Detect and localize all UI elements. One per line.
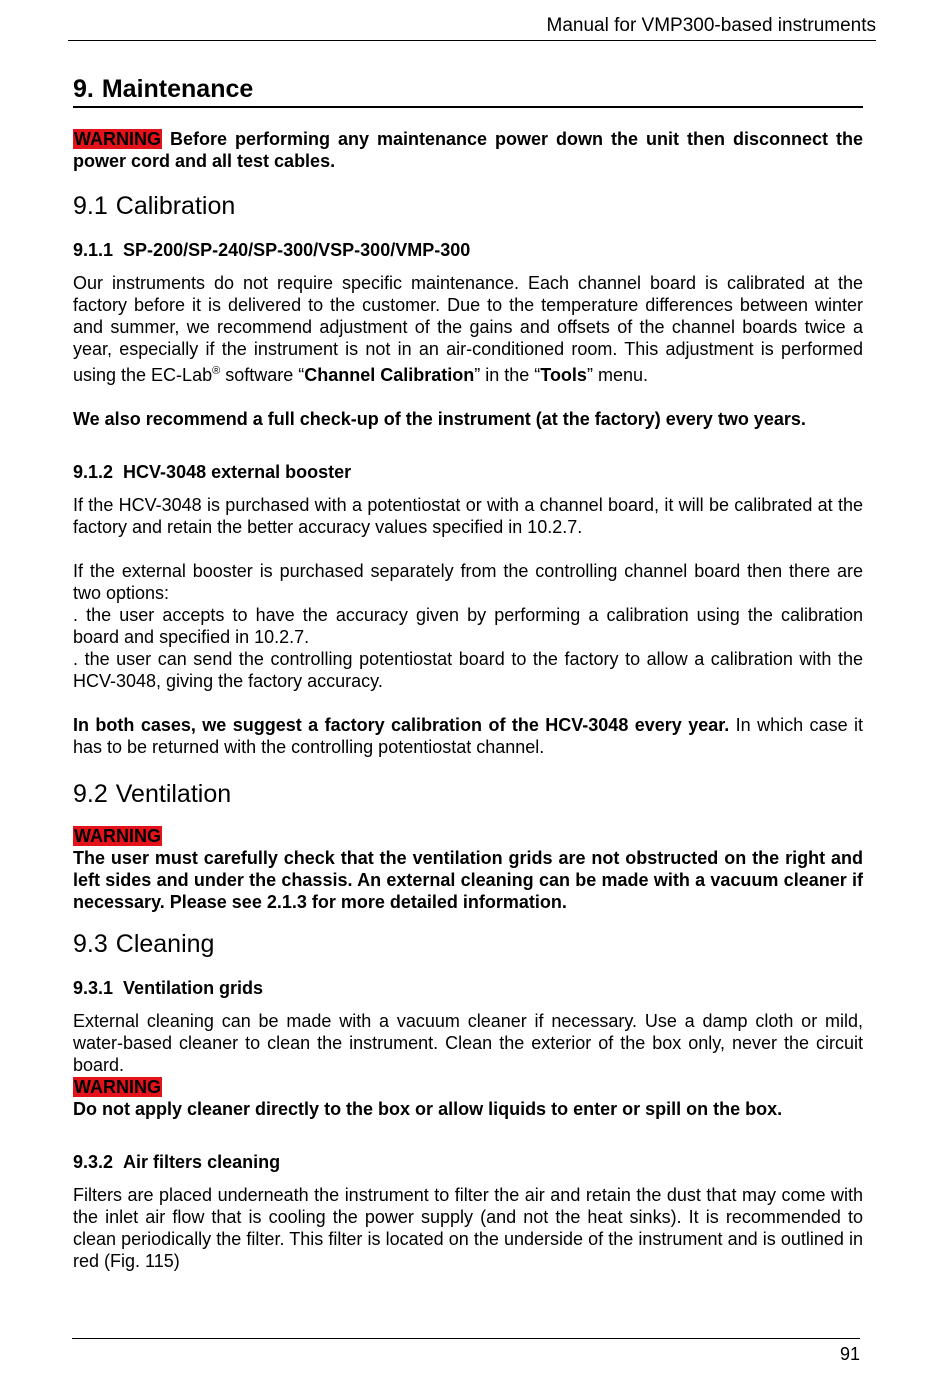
calibration-text-a: Our instruments do not require specific maintenance. Each channel board is calibrated at the factory before it is delivered to the customer. Due to the temperature differences between winter and summer, we recommend adjustment of the gains and offsets of the channel boards twice a year, especially if the instrument is not in an air-conditioned room. This adjustment is performed using the EC-Lab <box>73 273 863 385</box>
ventilation-warning-text: The user must carefully check that the ventilation grids are not obstructed on the right and left sides and under the chassis. An external cleaning can be made with a vacuum cleaner if necessary. Please see 2.1.3 for more detailed information. <box>73 848 863 912</box>
heading-number: 9.2 <box>73 780 108 808</box>
subheading-number: 9.1.1 <box>73 240 114 260</box>
section-heading-maintenance <box>73 72 863 108</box>
air-filters-paragraph: Filters are placed underneath the instrument to filter the air and retain the dust that may come with the inlet air flow that is cooling the power supply (and not the heat sinks). It is recommended to clean periodically the filter. This filter is located on the underside of the instrument and is outlined in red (Fig. 115) <box>73 1185 863 1271</box>
heading-ventilation <box>73 777 863 811</box>
subheading-air-filters <box>73 1150 863 1174</box>
warning-label: WARNING <box>74 1077 161 1097</box>
subheading-sp-series <box>73 238 863 262</box>
footer-rule <box>72 1338 860 1339</box>
hcv-paragraph-3 <box>73 714 863 758</box>
cleaning-warning <box>73 1076 863 1120</box>
subheading-hcv-booster <box>73 460 863 484</box>
hcv-return-note: In which case it has to be returned with the controlling potentiostat channel. <box>73 715 863 757</box>
subheading-title: Ventilation grids <box>123 978 264 998</box>
registered-mark: ® <box>212 365 221 377</box>
tools-menu-term: Tools <box>540 365 587 385</box>
hcv-paragraph-2 <box>73 560 863 692</box>
page-content <box>73 72 863 1272</box>
section-title: Maintenance <box>101 75 254 103</box>
calibration-paragraph <box>73 272 863 386</box>
ventilation-warning <box>73 825 863 913</box>
subheading-title: Air filters cleaning <box>123 1152 281 1172</box>
ventilation-grids-paragraph: External cleaning can be made with a vacuum cleaner if necessary. Use a damp cloth or mild, water-based cleaner to clean the instrument. Clean the exterior of the box only, never the circuit board. <box>73 1011 863 1075</box>
heading-cleaning <box>73 927 863 961</box>
hcv-option-1: . the user accepts to have the accuracy given by performing a calibration using the calibration board and specified in 10.2.7. <box>73 605 863 647</box>
heading-number: 9.3 <box>73 930 108 958</box>
heading-number: 9.1 <box>73 192 108 220</box>
checkup-recommendation: We also recommend a full check-up of the instrument (at the factory) every two years. <box>73 409 806 429</box>
hcv-option-2: . the user can send the controlling potentiostat board to the factory to allow a calibration with the HCV-3048, giving the factory accuracy. <box>73 649 863 691</box>
subheading-number: 9.3.2 <box>73 1152 114 1172</box>
heading-title: Calibration <box>115 192 236 220</box>
section-number: 9. <box>73 75 94 103</box>
subheading-title: SP-200/SP-240/SP-300/VSP-300/VMP-300 <box>123 240 471 260</box>
channel-calibration-term: Channel Calibration <box>304 365 475 385</box>
page-number: 91 <box>839 1344 860 1364</box>
calibration-text-d: ” menu. <box>586 365 648 385</box>
subheading-ventilation-grids <box>73 976 863 1000</box>
heading-title: Ventilation <box>115 780 232 808</box>
running-header: Manual for VMP300-based instruments <box>68 14 876 41</box>
calibration-text-b: software “ <box>220 365 305 385</box>
warning-label: WARNING <box>74 826 161 846</box>
intro-warning-paragraph <box>73 128 863 172</box>
warning-label: WARNING <box>74 129 161 149</box>
hcv-options-intro: If the external booster is purchased separately from the controlling channel board then there are two options: <box>73 561 863 603</box>
subheading-title: HCV-3048 external booster <box>123 462 352 482</box>
subheading-number: 9.3.1 <box>73 978 114 998</box>
calibration-text-c: ” in the “ <box>474 365 541 385</box>
heading-title: Cleaning <box>115 930 215 958</box>
hcv-paragraph-1: If the HCV-3048 is purchased with a potentiostat or with a channel board, it will be calibrated at the factory and retain the better accuracy values specified in 10.2.7. <box>73 495 863 537</box>
hcv-yearly-recommendation: In both cases, we suggest a factory calibration of the HCV-3048 every year. <box>73 715 730 735</box>
subheading-number: 9.1.2 <box>73 462 114 482</box>
intro-warning-text: Before performing any maintenance power down the unit then disconnect the power cord and all test cables. <box>73 129 863 171</box>
heading-calibration <box>73 189 863 223</box>
cleaning-warning-text: Do not apply cleaner directly to the box or allow liquids to enter or spill on the box. <box>73 1099 783 1119</box>
